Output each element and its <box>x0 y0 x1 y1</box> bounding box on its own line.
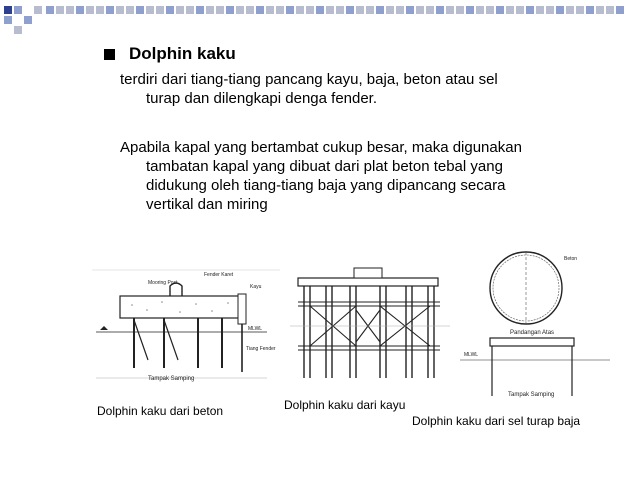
para1-line2: turap dan dilengkapi denga fender. <box>146 90 378 107</box>
header-square <box>426 6 434 14</box>
header-square <box>176 6 184 14</box>
label-tiang-fender: Tiang Fender <box>246 346 276 352</box>
header-square <box>386 6 394 14</box>
header-square <box>466 6 474 14</box>
header-square <box>246 6 254 14</box>
label-mooring-post: Mooring Post <box>148 280 178 286</box>
header-square <box>236 6 244 14</box>
header-square <box>596 6 604 14</box>
header-square <box>96 6 104 14</box>
header-square <box>326 6 334 14</box>
header-square <box>66 6 74 14</box>
header-square <box>156 6 164 14</box>
header-square <box>546 6 554 14</box>
header-square <box>616 6 624 14</box>
header-square <box>206 6 214 14</box>
header-square <box>436 6 444 14</box>
label-tampak-samping: Tampak Samping <box>148 376 195 382</box>
header-square <box>346 6 354 14</box>
para2-line1: Apabila kapal yang bertambat cukup besar, maka digunakan <box>120 139 522 156</box>
header-square <box>126 6 134 14</box>
label-pandangan-atas: Pandangan Atas <box>510 330 555 336</box>
header-square <box>586 6 594 14</box>
header-square <box>336 6 344 14</box>
header-square <box>76 6 84 14</box>
para1-line1: terdiri dari tiang-tiang pancang kayu, baja, beton atau sel <box>120 71 498 88</box>
header-square <box>196 6 204 14</box>
caption-kayu: Dolphin kaku dari kayu <box>284 398 406 412</box>
header-square <box>136 6 144 14</box>
header-square <box>226 6 234 14</box>
caption-beton: Dolphin kaku dari beton <box>97 404 224 418</box>
beton-dolphin-drawing <box>92 250 280 400</box>
header-square <box>86 6 94 14</box>
header-square <box>46 6 54 14</box>
header-square <box>316 6 324 14</box>
header-square <box>506 6 514 14</box>
header-square <box>516 6 524 14</box>
turap-dolphin-drawing <box>460 250 610 400</box>
header-square <box>106 6 114 14</box>
paragraph-1 <box>120 70 620 108</box>
header-square <box>486 6 494 14</box>
header-square <box>286 6 294 14</box>
header-square <box>56 6 64 14</box>
header-square <box>456 6 464 14</box>
header-square <box>266 6 274 14</box>
header-square <box>306 6 314 14</box>
header-square <box>216 6 224 14</box>
label-beton: Beton <box>564 256 578 262</box>
header-square <box>406 6 414 14</box>
header-square <box>576 6 584 14</box>
para2-line3: didukung oleh tiang-tiang baja yang dipancang secara <box>146 177 506 194</box>
para2-line2: tambatan kapal yang dibuat dari plat beton tebal yang <box>146 158 503 175</box>
header-square <box>396 6 404 14</box>
header-square <box>526 6 534 14</box>
header-square <box>376 6 384 14</box>
header-square <box>416 6 424 14</box>
caption-turap: Dolphin kaku dari sel turap baja <box>412 414 581 428</box>
header-square <box>476 6 484 14</box>
square-bullet-icon <box>104 49 115 60</box>
label-mlwl-2: MLWL <box>464 352 479 358</box>
bullet-heading <box>104 44 236 64</box>
label-mlwl: MLWL <box>248 326 263 332</box>
label-tampak-samping-2: Tampak Samping <box>508 392 555 398</box>
para2-line4: vertikal dan miring <box>146 196 268 213</box>
header-square <box>186 6 194 14</box>
header-square <box>146 6 154 14</box>
label-kayu: Kayu <box>250 284 262 290</box>
header-square <box>356 6 364 14</box>
header-square <box>116 6 124 14</box>
paragraph-2 <box>120 138 620 214</box>
header-square <box>556 6 564 14</box>
header-square <box>566 6 574 14</box>
header-square <box>536 6 544 14</box>
header-square <box>166 6 174 14</box>
header-square <box>276 6 284 14</box>
heading-text: Dolphin kaku <box>129 44 236 63</box>
header-square <box>366 6 374 14</box>
header-square <box>496 6 504 14</box>
kayu-dolphin-drawing <box>290 250 450 390</box>
header-square <box>446 6 454 14</box>
label-fender-karet: Fender Karet <box>204 272 234 278</box>
header-square <box>606 6 614 14</box>
header-square <box>296 6 304 14</box>
header-decoration <box>0 0 638 40</box>
header-square <box>256 6 264 14</box>
